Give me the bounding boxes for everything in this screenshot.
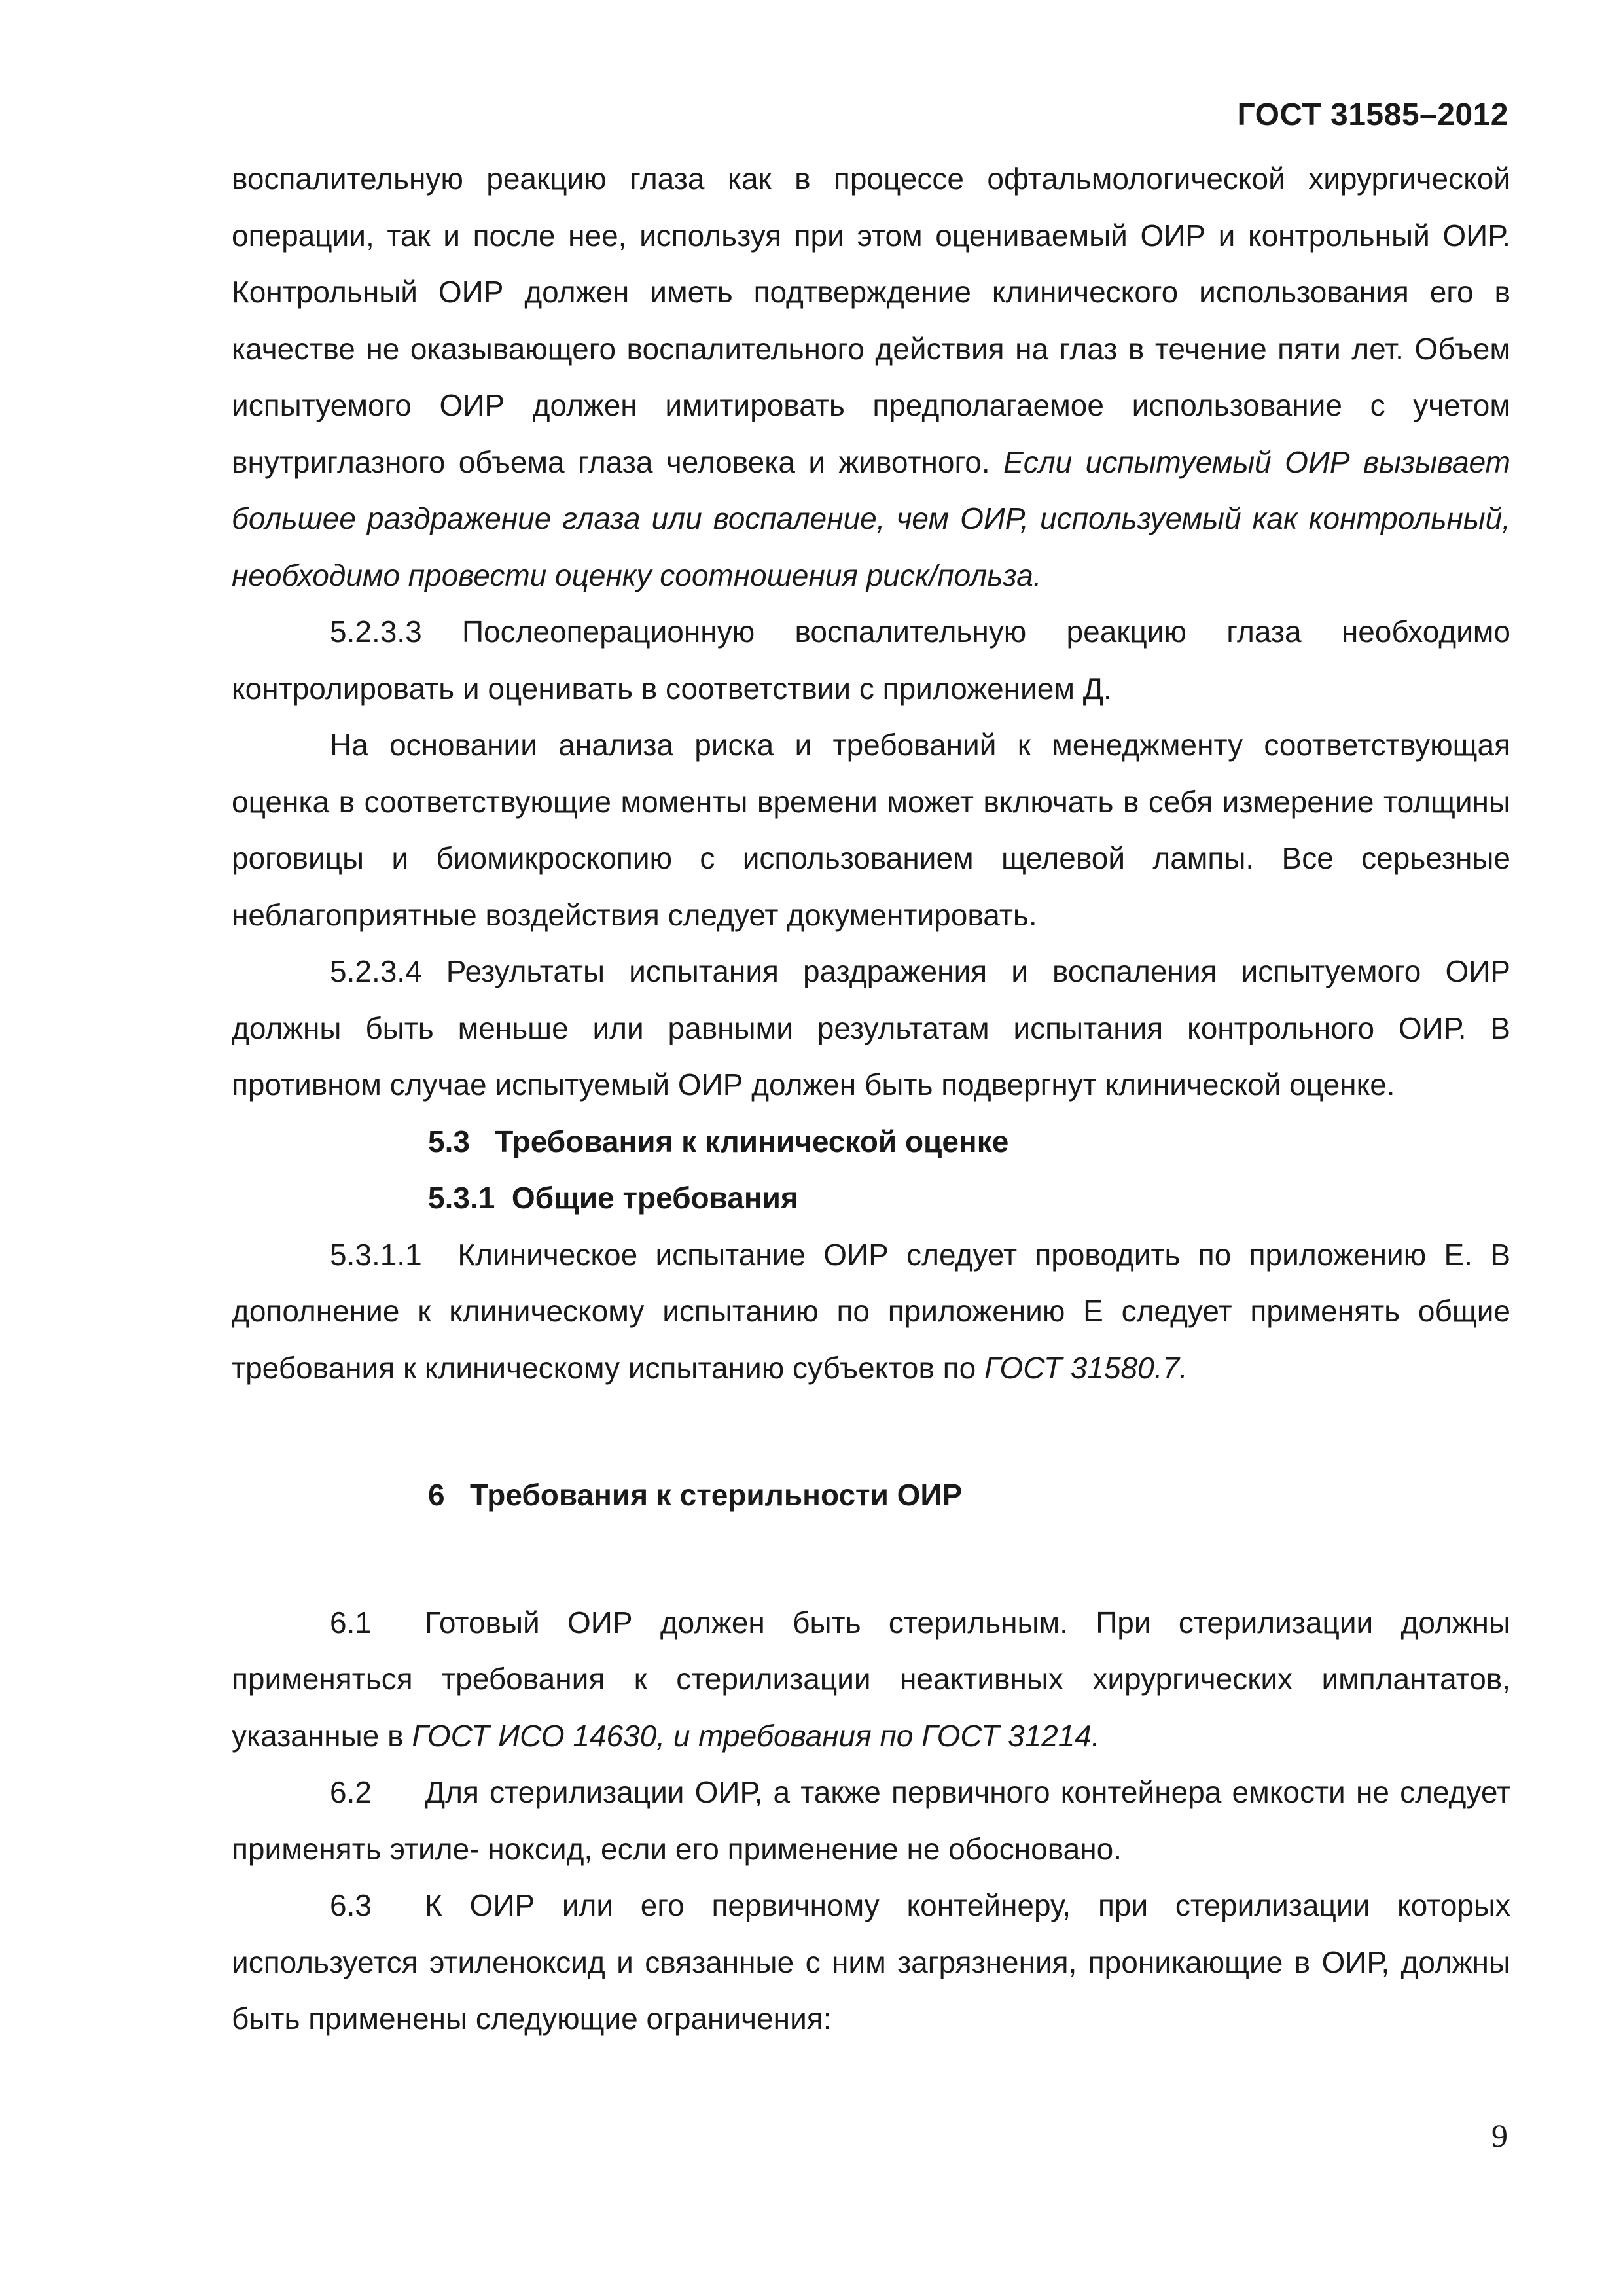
paragraph-continuation: [232, 151, 1510, 603]
paragraph-text: К ОИР или его первичному контейнеру, при стерилизации которых используется этиленоксид и связанные с ним загрязнения, проникающие в ОИР, должны быть применены следующие ограничения:: [232, 1888, 1510, 2036]
heading-title: Требования к клинической оценке: [495, 1124, 1009, 1158]
paragraph-6-3: [232, 1877, 1510, 2047]
clause-number: 5.2.3.4: [330, 954, 422, 988]
page-number: 9: [1491, 2117, 1508, 2154]
clause-number: 6.2: [330, 1775, 372, 1809]
heading-title: Требования к стерильности ОИР: [469, 1478, 963, 1512]
paragraph-5-2-3-4: [232, 943, 1510, 1113]
standard-reference: ГОСТ 31580.7.: [984, 1350, 1188, 1385]
clause-number: 6.3: [330, 1888, 372, 1922]
section-spacer: [232, 1396, 1510, 1467]
heading-number: 5.3: [428, 1124, 470, 1158]
paragraph-text: Послеоперационную воспалительную реакцию глаза необходимо контролировать и оценивать в соответствии с приложением Д.: [232, 615, 1511, 706]
heading-5-3: [232, 1113, 1510, 1170]
paragraph-text: Клиническое испытание ОИР следует проводить по приложению Е. В дополнение к клиническому испытанию по приложению Е следует применять общие требования к клиническому испытанию субъектов по: [232, 1237, 1510, 1385]
paragraph-5-3-1-1: [232, 1227, 1510, 1397]
paragraph-6-1: [232, 1594, 1510, 1765]
heading-number: 6: [428, 1478, 445, 1512]
paragraph-italic-text: Если испытуемый ОИР вызывает большее раздражение глаза или воспаление, чем ОИР, используемый как контрольный, необходимо провести оценку соотношения риск/польза.: [232, 444, 1511, 592]
paragraph-risk-analysis: [232, 717, 1510, 943]
paragraph-text: Результаты испытания раздражения и воспаления испытуемого ОИР должны быть меньше или равными результатам испытания контрольного ОИР. В противном случае испытуемый ОИР должен быть подвергнут клинической оценке.: [232, 954, 1510, 1102]
heading-5-3-1: [232, 1170, 1510, 1227]
heading-number: 5.3.1: [428, 1181, 495, 1215]
section-spacer: [232, 1524, 1510, 1594]
heading-title: Общие требования: [511, 1181, 798, 1215]
clause-number: 5.2.3.3: [330, 615, 422, 649]
paragraph-text: Для стерилизации ОИР, а также первичного контейнера емкости не следует применять этиле- ноксид, если его применение не обосновано.: [232, 1775, 1510, 1866]
paragraph-6-2: [232, 1764, 1510, 1877]
paragraph-text: воспалительную реакцию глаза как в процессе офтальмологической хирургической операции, так и после нее, используя при этом оцениваемый ОИР и контрольный ОИР. Контрольный ОИР должен иметь подтверждение клинического использования его в качестве не оказывающего воспалительного действия на глаз в течение пяти лет. Объем испытуемого ОИР должен имитировать предполагаемое использование с учетом внутриглазного объема глаза человека и животного.: [232, 162, 1510, 479]
paragraph-5-2-3-3: [232, 603, 1510, 717]
clause-number: 6.1: [330, 1605, 372, 1640]
clause-number: 5.3.1.1: [330, 1237, 422, 1272]
paragraph-text: На основании анализа риска и требований к менеджменту соответствующая оценка в соответствующие моменты времени может включать в себя измерение толщины роговицы и биомикроскопию с использованием щелевой лампы. Все серьезные неблагоприятные воздействия следует документировать.: [232, 728, 1510, 932]
page-body: [232, 151, 1510, 2047]
paragraph-text: Готовый ОИР должен быть стерильным. При стерилизации должны применяться требования к стерилизации неактивных хирургических имплантатов, указанные в: [232, 1605, 1510, 1753]
standard-reference: ГОСТ ИСО 14630, и требования по ГОСТ 31214.: [412, 1718, 1100, 1753]
page-header: ГОСТ 31585–2012: [1237, 98, 1508, 132]
heading-6: [232, 1467, 1510, 1524]
